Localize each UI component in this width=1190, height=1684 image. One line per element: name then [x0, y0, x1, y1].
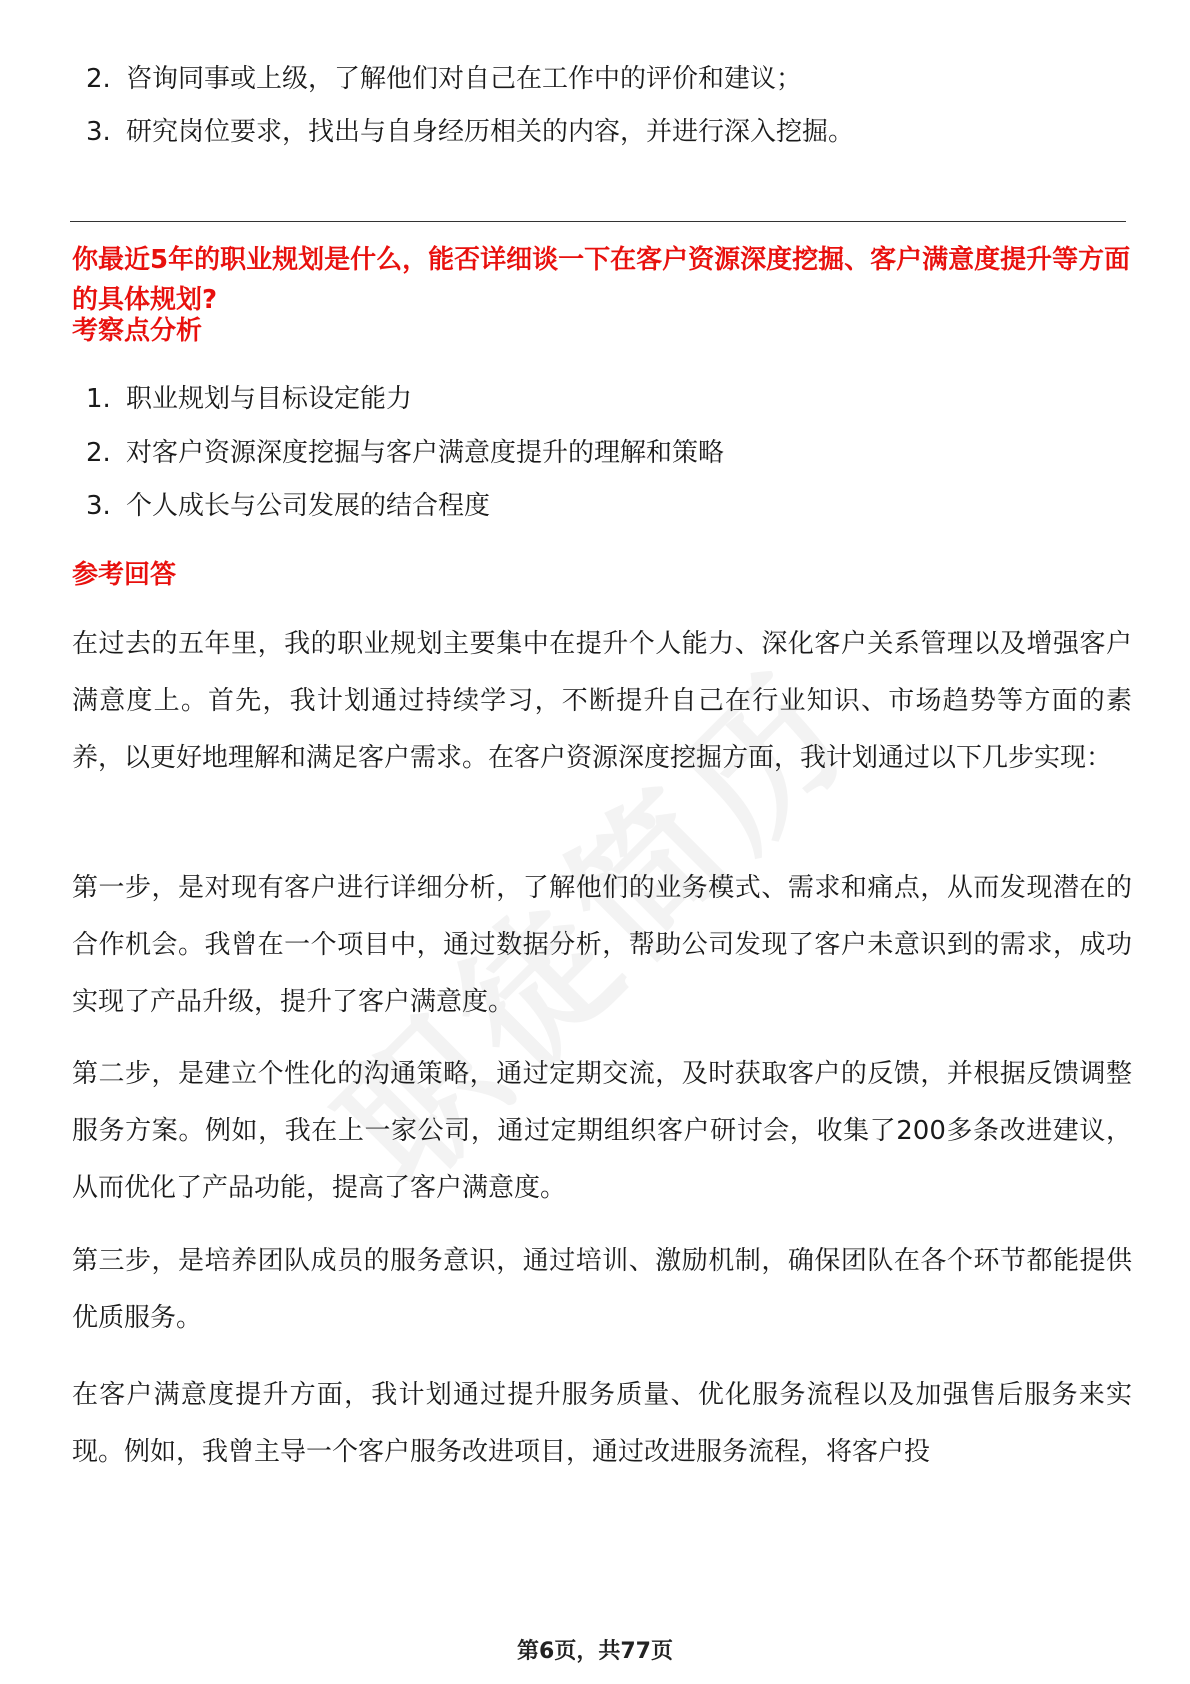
answer-paragraph: 第三步，是培养团队成员的服务意识，通过培训、激励机制，确保团队在各个环节都能提供优质服务。 — [72, 1246, 1132, 1333]
analysis-item — [86, 489, 490, 523]
list-number: 3. — [86, 117, 111, 147]
list-text: 个人成长与公司发展的结合程度 — [126, 491, 491, 521]
list-text: 咨询同事或上级，了解他们对自己在工作中的评价和建议； — [126, 64, 803, 94]
list-number: 3. — [86, 491, 111, 521]
question-heading: 你最近5年的职业规划是什么，能否详细谈一下在客户资源深度挖掘、客户满意度提升等方面的具体规划? — [72, 245, 1131, 315]
list-item — [86, 62, 802, 96]
answer-paragraph: 在客户满意度提升方面，我计划通过提升服务质量、优化服务流程以及加强售后服务来实现。例如，我曾主导一个客户服务改进项目，通过改进服务流程，将客户投 — [72, 1380, 1132, 1467]
list-item — [86, 115, 854, 149]
page-footer: 第6页，共77页 — [517, 1639, 673, 1664]
list-text: 职业规划与目标设定能力 — [126, 384, 413, 414]
list-number: 2. — [86, 64, 111, 94]
answer-paragraph: 在过去的五年里，我的职业规划主要集中在提升个人能力、深化客户关系管理以及增强客户满意度上。首先，我计划通过持续学习，不断提升自己在行业知识、市场趋势等方面的素养，以更好地理解和满足客户需求。在客户资源深度挖掘方面，我计划通过以下几步实现： — [72, 629, 1132, 773]
answer-title: 参考回答 — [72, 560, 177, 590]
list-text: 研究岗位要求，找出与自身经历相关的内容，并进行深入挖掘。 — [126, 117, 855, 147]
list-number: 2. — [86, 438, 111, 468]
answer-paragraph: 第一步，是对现有客户进行详细分析，了解他们的业务模式、需求和痛点，从而发现潜在的合作机会。我曾在一个项目中，通过数据分析，帮助公司发现了客户未意识到的需求，成功实现了产品升级，提升了客户满意度。 — [72, 873, 1132, 1017]
list-text: 对客户资源深度挖掘与客户满意度提升的理解和策略 — [126, 438, 725, 468]
analysis-item — [86, 382, 412, 416]
answer-paragraph: 第二步，是建立个性化的沟通策略，通过定期交流，及时获取客户的反馈，并根据反馈调整服务方案。例如，我在上一家公司，通过定期组织客户研讨会，收集了200多条改进建议，从而优化了产品功能，提高了客户满意度。 — [72, 1059, 1132, 1203]
divider — [70, 221, 1126, 222]
analysis-item — [86, 436, 724, 470]
analysis-title: 考察点分析 — [72, 316, 203, 346]
list-number: 1. — [86, 384, 111, 414]
